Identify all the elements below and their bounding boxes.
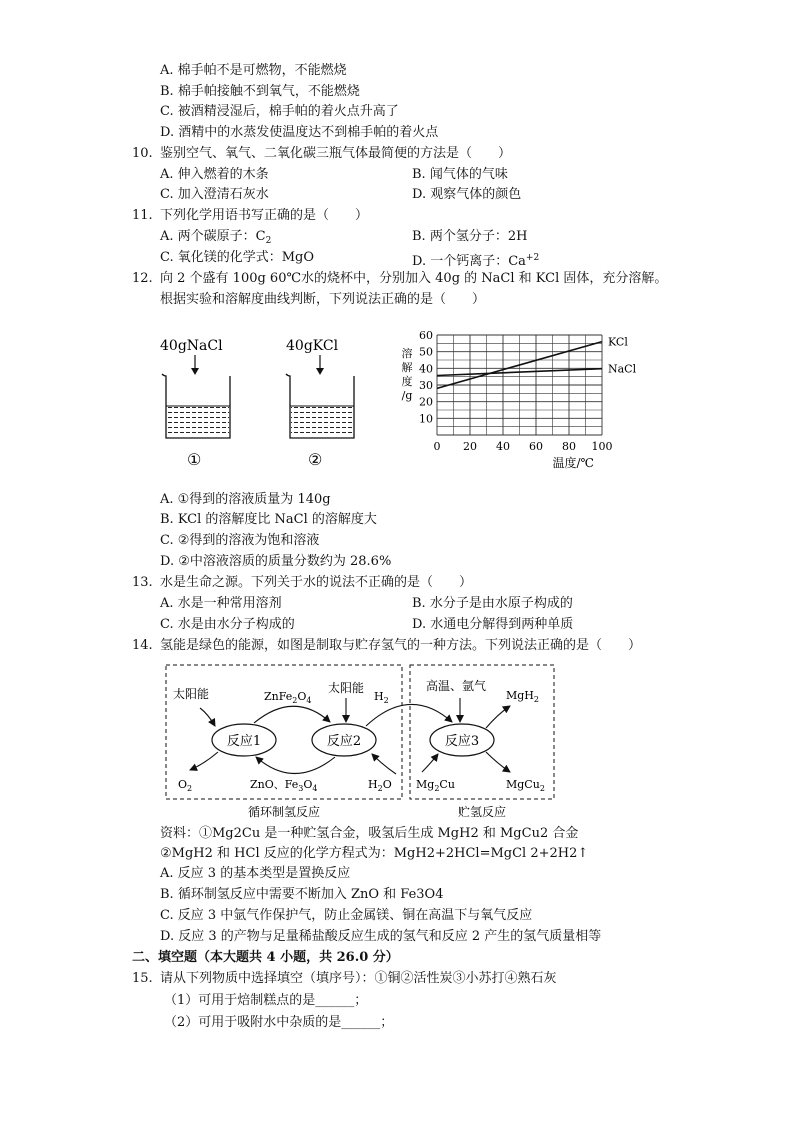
q12-number: 12. [132, 271, 153, 286]
y-tick-label: 20 [419, 395, 433, 409]
chart-x-ticks [434, 440, 613, 453]
q14-info-1: 资料：①Mg2Cu 是一种贮氢合金，吸氢后生成 MgH2 和 MgCu2 合金 [160, 826, 579, 841]
q10-stem: 鉴别空气、氧气、二氧化碳三瓶气体最简便的方法是（ ） [160, 146, 512, 161]
q15-stem: 请从下列物质中选择填空（填序号）：①铜②活性炭③小苏打④熟石灰 [160, 971, 557, 986]
y-tick-label: 50 [419, 345, 433, 359]
solubility-chart [395, 325, 645, 470]
solar-energy-label-2: 太阳能 [328, 681, 365, 695]
znfe2o4-label: $ZnFe_2O_4$ [264, 690, 312, 705]
series-label-nacl: NaCl [608, 362, 637, 376]
q10-option-b: B. 闻气体的气味 [412, 167, 508, 182]
q13-option-d: D. 水通电分解得到两种单质 [412, 617, 574, 632]
q14-option-b: B. 循环制氢反应中需要不断加入 ZnO 和 Fe3O4 [160, 887, 444, 902]
q10-option-d: D. 观察气体的颜色 [412, 187, 522, 202]
cycle-caption: 循环制氢反应 [247, 805, 321, 819]
beaker2-number: ② [308, 450, 323, 469]
q13-number: 13. [132, 575, 153, 590]
o2-label: $O_2$ [178, 778, 193, 793]
q12-option-a: A. ①得到的溶液质量为 140g [160, 492, 331, 507]
q12-option-b: B. KCl 的溶解度比 NaCl 的溶解度大 [160, 512, 377, 527]
high-temp-argon-label: 高温、氩气 [426, 679, 487, 693]
zno-fe3o4-label: ZnO、$Fe_3O_4$ [250, 778, 318, 793]
y-label-char: 度 [401, 375, 413, 388]
x-tick-label: 20 [463, 440, 477, 453]
reaction3-label: 反应3 [444, 734, 480, 749]
y-tick-label: 30 [419, 379, 433, 392]
q12-option-d: D. ②中溶液溶质的质量分数约为 28.6% [160, 554, 392, 569]
beaker1-number: ① [187, 450, 202, 469]
y-label-char: 溶 [401, 347, 413, 360]
x-tick-label: 0 [433, 440, 441, 453]
h2o-label: $H_2O$ [368, 778, 392, 793]
q13-stem: 水是生命之源。下列关于水的说法不正确的是（ ） [160, 575, 473, 590]
q10-option-a: A. 伸入燃着的木条 [160, 167, 269, 182]
q11-option-a: A. 两个碳原子：$C_2$ [160, 229, 272, 246]
q14-option-a: A. 反应 3 的基本类型是置换反应 [160, 866, 351, 881]
reaction2-label: 反应2 [326, 734, 362, 749]
q14-option-d: D. 反应 3 的产物与足量稀盐酸反应生成的氢气和反应 2 产生的氢气质量相等 [160, 929, 602, 944]
y-label-char: /g [401, 389, 413, 402]
beaker1 [162, 374, 230, 438]
chart-x-label: 温度/℃ [552, 456, 594, 470]
mgh2-label: MgH$_2$ [506, 689, 539, 704]
q13-option-b: B. 水分子是由水原子构成的 [412, 596, 573, 611]
q9-option-c: C. 被酒精浸湿后，棉手帕的着火点升高了 [160, 104, 399, 119]
q10-number: 10. [132, 146, 153, 161]
q11-stem: 下列化学用语书写正确的是（ ） [160, 208, 369, 223]
q12-option-c: C. ②得到的溶液为饱和溶液 [160, 533, 320, 548]
q11-option-d: D. 一个钙离子：$Ca^{+2}$ [412, 253, 540, 269]
q11-option-c: C. 氧化镁的化学式：MgO [160, 250, 315, 265]
q13-option-a: A. 水是一种常用溶剂 [160, 596, 282, 611]
beaker2-label: 40gKCl [286, 338, 339, 354]
q12-stem-line1: 向 2 个盛有 100g 60℃水的烧杯中，分别加入 40g 的 NaCl 和 KCl 固体，充分溶解。 [160, 271, 668, 286]
arrow-r2-to-r3 [366, 704, 452, 726]
q13-option-c: C. 水是由水分子构成的 [160, 617, 295, 632]
storage-caption: 贮氢反应 [457, 805, 507, 819]
q9-option-a: A. 棉手帕不是可燃物，不能燃烧 [160, 63, 347, 78]
reaction1-label: 反应1 [226, 734, 262, 749]
arrow-solar-to-r1 [200, 708, 215, 726]
q11-option-b: B. 两个氢分子：2H [412, 229, 528, 244]
series-label-kcl: KCl [608, 335, 628, 349]
arrow-r3-to-mgcu2 [486, 752, 510, 772]
q14-option-c: C. 反应 3 中氩气作保护气，防止金属镁、铜在高温下与氧气反应 [160, 908, 533, 923]
solar-energy-label-1: 太阳能 [173, 687, 210, 701]
arrow-r1-to-r2-top [254, 706, 330, 723]
beaker2 [286, 374, 354, 438]
q14-stem: 氢能是绿色的能源，如图是制取与贮存氢气的一种方法。下列说法正确的是（ ） [160, 638, 642, 653]
x-tick-label: 60 [529, 440, 543, 453]
y-label-char: 解 [401, 361, 413, 374]
q15-number: 15. [132, 971, 153, 986]
x-tick-label: 80 [562, 440, 576, 453]
section-heading: 二、填空题（本大题共 4 小题，共 26.0 分） [132, 950, 399, 965]
q14-number: 14. [132, 638, 153, 653]
arrow-mg2cu-to-r3 [422, 754, 438, 772]
arrow-r3-to-mgh2 [486, 706, 510, 728]
x-tick-label: 100 [591, 440, 613, 453]
q15-part-1: （1）可用于焙制糕点的是______； [164, 993, 368, 1008]
q14-info-2: ②MgH2 和 HCl 反应的化学方程式为：MgH2+2HCl=MgCl 2+2H2↑ [160, 846, 589, 861]
arrow-r1-to-o2 [190, 752, 218, 770]
arrow-r2-to-r1-bottom [256, 757, 335, 774]
q10-option-c: C. 加入澄清石灰水 [160, 187, 269, 202]
q9-option-d: D. 酒精中的水蒸发使温度达不到棉手帕的着火点 [160, 125, 439, 140]
mgcu2-label: MgCu$_2$ [506, 778, 545, 793]
chart-grid [437, 335, 602, 435]
x-tick-label: 40 [496, 440, 510, 453]
arrow-h2o-to-r2 [372, 754, 396, 774]
beaker-figure [150, 330, 370, 470]
mg2cu-label: $Mg_2Cu$ [416, 778, 455, 793]
q9-option-b: B. 棉手帕接触不到氧气，不能燃烧 [160, 84, 360, 99]
q15-part-2: （2）可用于吸附水中杂质的是______； [164, 1015, 394, 1030]
y-tick-label: 40 [419, 362, 433, 376]
hydrogen-diagram [160, 660, 560, 822]
h2-label: $H_2$ [374, 690, 389, 705]
chart-y-ticks [419, 329, 433, 425]
beaker1-label: 40gNaCl [160, 338, 223, 354]
q12-stem-line2: 根据实验和溶解度曲线判断，下列说法正确的是（ ） [160, 292, 486, 307]
chart-y-label [402, 346, 413, 402]
y-tick-label: 60 [419, 329, 433, 342]
y-tick-label: 10 [419, 412, 433, 426]
q11-number: 11. [132, 208, 153, 223]
